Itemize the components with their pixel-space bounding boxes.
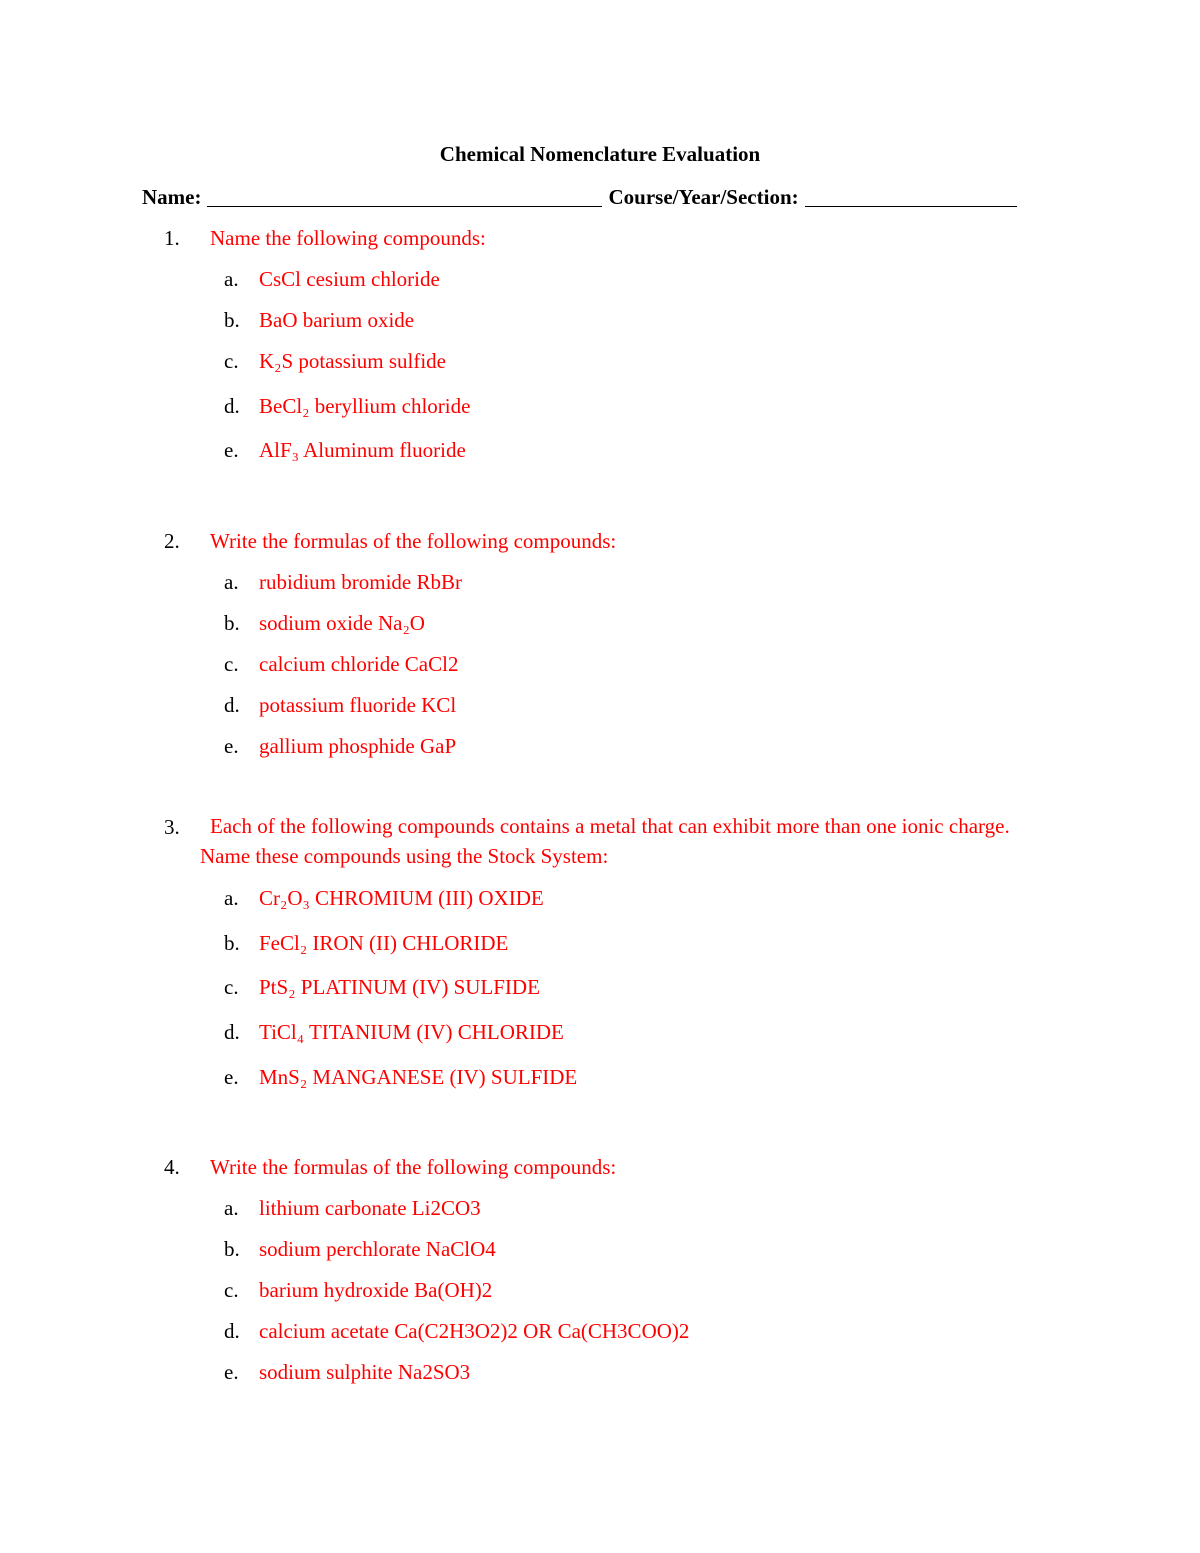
q2-item-letter: d. [224,693,240,717]
q4-item-letter: e. [224,1360,239,1384]
q3-item-letter: b. [224,931,240,955]
question-1-number: 1. [164,226,180,250]
q1-item-letter: b. [224,308,240,332]
q4-item-letter: d. [224,1319,240,1343]
question-2-prompt: Write the formulas of the following compounds: [210,529,617,553]
q2-item-text: rubidium bromide RbBr [259,570,462,594]
q1-item-text: BaO barium oxide [259,308,415,332]
q4-item-text: sodium sulphite Na2SO3 [259,1360,471,1384]
q3-item-letter: e. [224,1065,239,1089]
q4-item-letter: a. [224,1196,239,1220]
page-title: Chemical Nomenclature Evaluation [439,142,761,166]
q2-item-text: calcium chloride CaCl2 [259,652,459,676]
q1-item-text: BeCl₂ beryllium chloride [259,394,471,418]
q2-item-text: potassium fluoride KCl [259,693,457,717]
q3-item-letter: a. [224,886,239,910]
q4-item-text: sodium perchlorate NaClO4 [259,1237,496,1261]
q1-item-letter: a. [224,267,239,291]
q2-item-text: gallium phosphide GaP [259,734,457,758]
course-label: Course/Year/Section: [608,185,799,209]
q2-item-letter: c. [224,652,239,676]
q3-item-text: PtS₂ PLATINUM (IV) SULFIDE [259,975,540,999]
question-3-number: 3. [164,815,180,839]
question-3-prompt: Each of the following compounds contains a metal that can exhibit more than one ionic charge. Name these compounds using the Stock System: [200,814,1010,868]
q2-item-letter: a. [224,570,239,594]
q1-item-text: AlF₃ Aluminum fluoride [259,438,466,462]
q3-item-text: FeCl₂ IRON (II) CHLORIDE [259,931,509,955]
q1-item-letter: e. [224,438,239,462]
q1-item-letter: d. [224,394,240,418]
question-4-number: 4. [164,1155,180,1179]
name-blank[interactable] [207,184,602,207]
question-4-prompt: Write the formulas of the following compounds: [210,1155,617,1179]
q1-item-text: K₂S potassium sulfide [259,349,446,373]
q3-item-text: MnS₂ MANGANESE (IV) SULFIDE [259,1065,578,1089]
q4-item-letter: c. [224,1278,239,1302]
q4-item-text: calcium acetate Ca(C2H3O2)2 OR Ca(CH3COO)2 [259,1319,690,1343]
question-2-number: 2. [164,529,180,553]
q2-item-letter: b. [224,611,240,635]
q1-item-letter: c. [224,349,239,373]
name-label: Name: [142,185,202,209]
question-1-prompt: Name the following compounds: [210,226,486,250]
q4-item-letter: b. [224,1237,240,1261]
q3-item-letter: c. [224,975,239,999]
q3-item-text: TiCl₄ TITANIUM (IV) CHLORIDE [259,1020,564,1044]
q3-item-letter: d. [224,1020,240,1044]
header-fields [142,184,1017,210]
q2-item-letter: e. [224,734,239,758]
course-blank[interactable] [805,184,1017,207]
q1-item-text: CsCl cesium chloride [259,267,440,291]
q4-item-text: lithium carbonate Li2CO3 [259,1196,481,1220]
q4-item-text: barium hydroxide Ba(OH)2 [259,1278,493,1302]
q2-item-text: sodium oxide Na₂O [259,611,425,635]
q3-item-text: Cr₂O₃ CHROMIUM (III) OXIDE [259,886,544,910]
